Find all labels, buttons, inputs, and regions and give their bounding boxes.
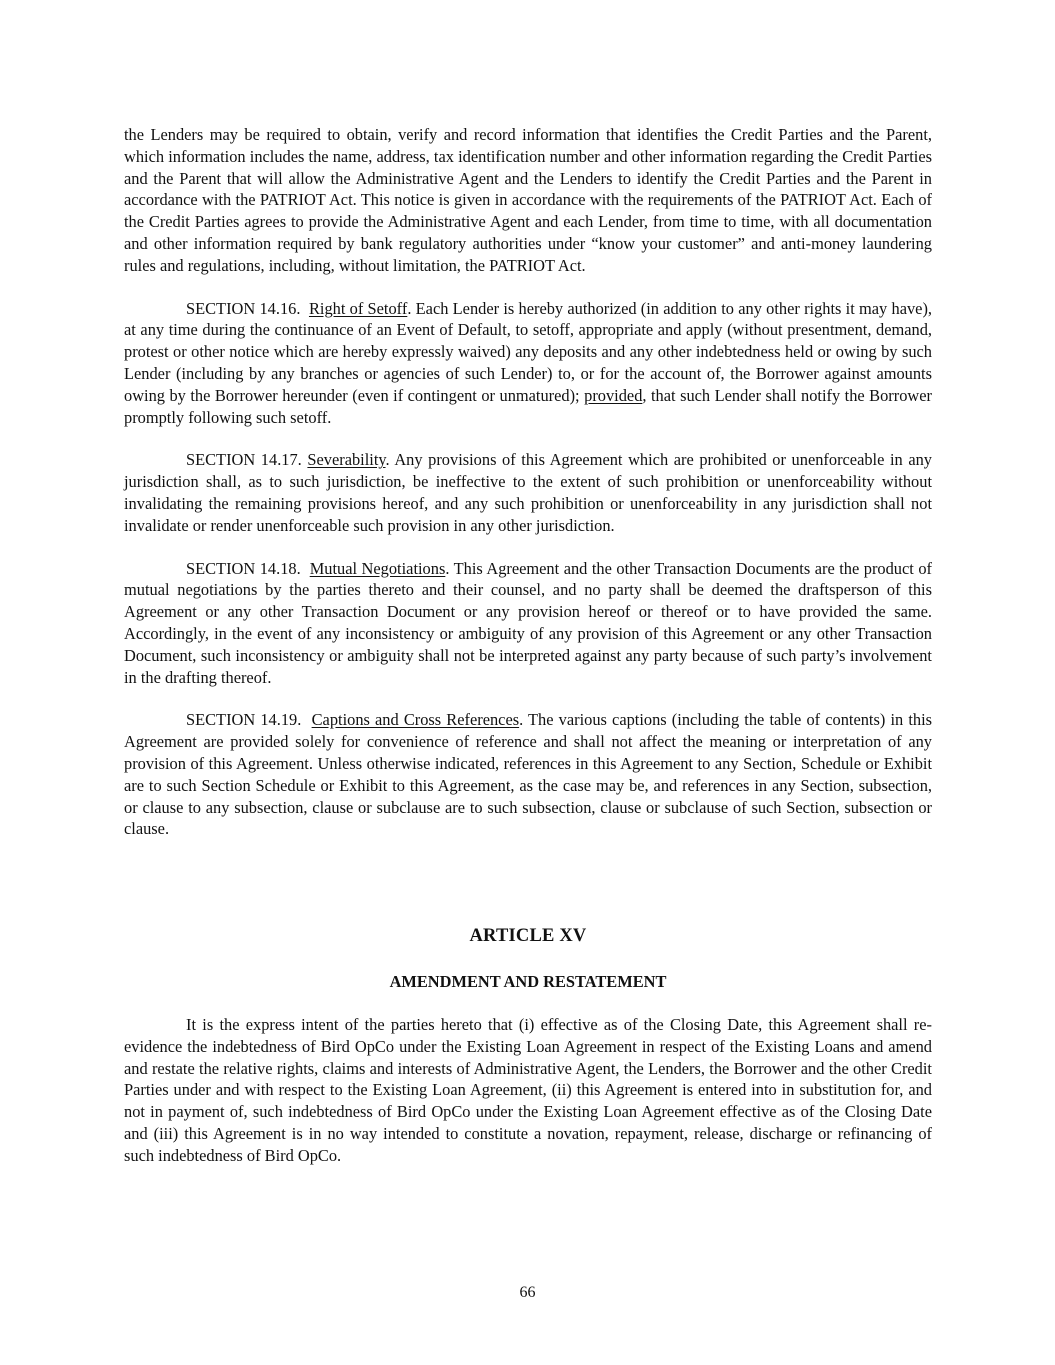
- section-heading: Mutual Negotiations: [309, 558, 446, 578]
- section-number: SECTION 14.18.: [186, 558, 301, 578]
- section-text: . This Agreement and the other Transaction Documents are the product of mutual negotiations by the parties thereto and their counsel, and no party shall be deemed the draftsperson of this Agreement or any other Transaction Document or any provision hereof or thereof or to have provided the same. Accordingly, in the event of any inconsistency or ambiguity of any provision of this Agreement or any other Transaction Document, such inconsistency or ambiguity shall not be interpreted against any party because of such party’s involvement in the drafting thereof.: [124, 558, 932, 687]
- page-number: 66: [519, 1284, 536, 1301]
- section-heading: Severability: [307, 450, 386, 470]
- continuation-paragraph: the Lenders may be required to obtain, verify and record information that identifies the Credit Parties and the Parent, which information includes the name, address, tax identification number and other information regarding the Credit Parties and the Parent that will allow the Administrative Agent and the Lenders to identify the Credit Parties and the Parent in accordance with the PATRIOT Act. This notice is given in accordance with the requirements of the PATRIOT Act. Each of the Credit Parties agrees to provide the Administrative Agent and each Lender, from time to time, with all documentation and other information required by bank regulatory authorities under “know your customer” and anti-money laundering rules and regulations, including, without limitation, the PATRIOT Act.: [124, 125, 932, 275]
- section-14-19: [124, 709, 932, 840]
- article-title: ARTICLE XV: [469, 926, 587, 946]
- section-text-continued: , that such Lender shall notify the Borrower promptly following such setoff.: [124, 385, 932, 427]
- section-number: SECTION 14.16.: [186, 298, 301, 318]
- section-text: . Any provisions of this Agreement which are prohibited or unenforceable in any jurisdiction shall, as to such jurisdiction, be ineffective to the extent of such prohibition or unenforceability without invalidating the remaining provisions hereof, and any such prohibition or unenforceability in any jurisdiction shall not invalidate or render unenforceable such provision in any other jurisdiction.: [124, 450, 932, 535]
- article-subtitle: AMENDMENT AND RESTATEMENT: [389, 972, 667, 991]
- provided-term: provided: [584, 385, 643, 405]
- section-14-17: [124, 449, 932, 536]
- section-text: . Each Lender is hereby authorized (in addition to any other rights it may have), at any time during the continuance of an Event of Default, to setoff, appropriate and apply (without presentment, demand, protest or other notice which are hereby expressly waived) any deposits and any other indebtedness held or owing by such Lender (including by any branches or agencies of such Lender) to, or for the account of, the Borrower against amounts owing by the Borrower hereunder (even if contingent or unmatured);: [124, 298, 932, 405]
- section-heading: Right of Setoff: [308, 298, 408, 318]
- section-14-16: [124, 298, 932, 429]
- section-14-18: [124, 558, 932, 689]
- section-text: . The various captions (including the table of contents) in this Agreement are provided solely for convenience of reference and shall not affect the meaning or interpretation of any provision of this Agreement. Unless otherwise indicated, references in this Agreement to any Section, Schedule or Exhibit are to such Section Schedule or Exhibit to this Agreement, as the case may be, and references in any Section, subsection, or clause to any subsection, clause or subclause are to such subsection, clause or subclause of such Section, subsection or clause.: [124, 710, 933, 839]
- section-heading: Captions and Cross References: [311, 710, 520, 730]
- document-page: [124, 124, 933, 1165]
- section-number: SECTION 14.19.: [186, 710, 302, 730]
- article-paragraph: It is the express intent of the parties hereto that (i) effective as of the Closing Date, this Agreement shall re-evidence the indebtedness of Bird OpCo under the Existing Loan Agreement in respect of the Existing Loans and amend and restate the relative rights, claims and interests of Administrative Agent, the Lenders, the Borrower and the other Credit Parties under and with respect to the Existing Loan Agreement, (ii) this Agreement is entered into in substitution for, and not in payment of, such indebtedness of Bird OpCo under the Existing Loan Agreement effective as of the Closing Date and (iii) this Agreement is in no way intended to constitute a novation, repayment, release, discharge or refinancing of such indebtedness of Bird OpCo.: [124, 1015, 932, 1165]
- section-number: SECTION 14.17.: [186, 450, 302, 470]
